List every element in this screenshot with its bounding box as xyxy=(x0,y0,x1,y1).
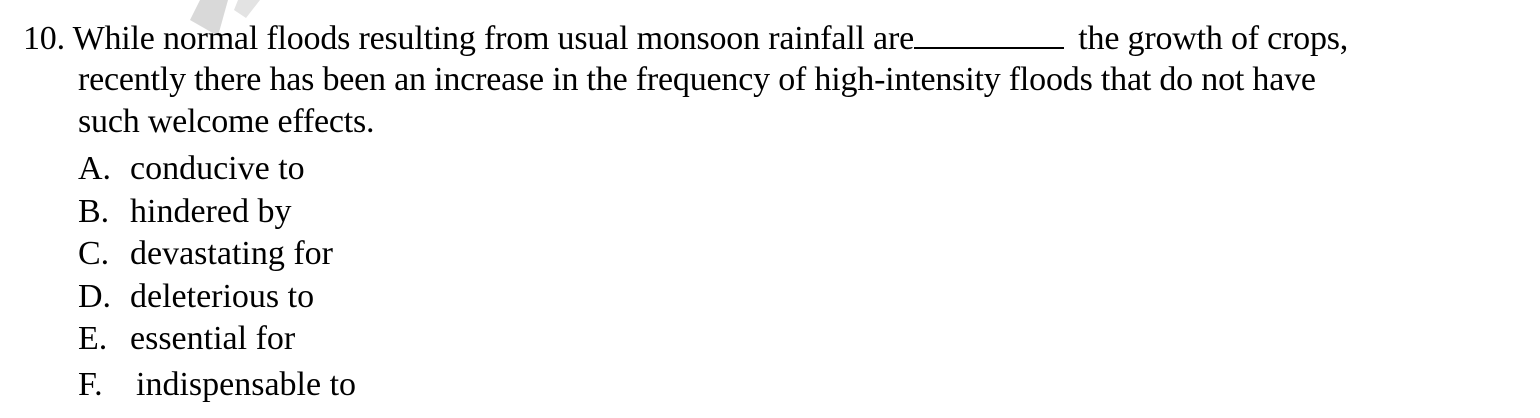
question-line1-start: While normal floods resulting from usual monsoon rainfall are xyxy=(72,20,914,57)
option-text: deleterious to xyxy=(130,277,315,315)
option-a[interactable] xyxy=(78,148,356,191)
option-d[interactable] xyxy=(78,276,356,319)
option-letter: B. xyxy=(78,192,110,230)
question-text xyxy=(23,17,1523,143)
option-letter: D. xyxy=(78,277,112,315)
option-text: devastating for xyxy=(130,235,333,272)
option-text: hindered by xyxy=(130,192,292,230)
option-text: essential for xyxy=(130,320,296,357)
option-e[interactable] xyxy=(78,318,356,361)
question-line-3: such welcome effects. xyxy=(78,103,375,140)
option-f[interactable] xyxy=(78,364,356,407)
answer-options xyxy=(78,148,356,406)
option-letter: C. xyxy=(78,235,110,272)
answer-blank xyxy=(914,17,1064,49)
option-c[interactable] xyxy=(78,233,356,276)
question-line1-end: the growth of crops, xyxy=(1078,20,1349,57)
question-number: 10. xyxy=(23,20,65,57)
option-letter: A. xyxy=(78,150,112,187)
option-b[interactable] xyxy=(78,191,356,234)
question-line-2: recently there has been an increase in the frequency of high-intensity floods that do not have xyxy=(78,61,1316,98)
option-text: conducive to xyxy=(130,150,305,187)
option-letter: F. xyxy=(78,365,103,403)
option-text: indispensable to xyxy=(136,365,357,403)
question-line-1 xyxy=(23,17,1523,59)
option-letter: E. xyxy=(78,320,108,357)
